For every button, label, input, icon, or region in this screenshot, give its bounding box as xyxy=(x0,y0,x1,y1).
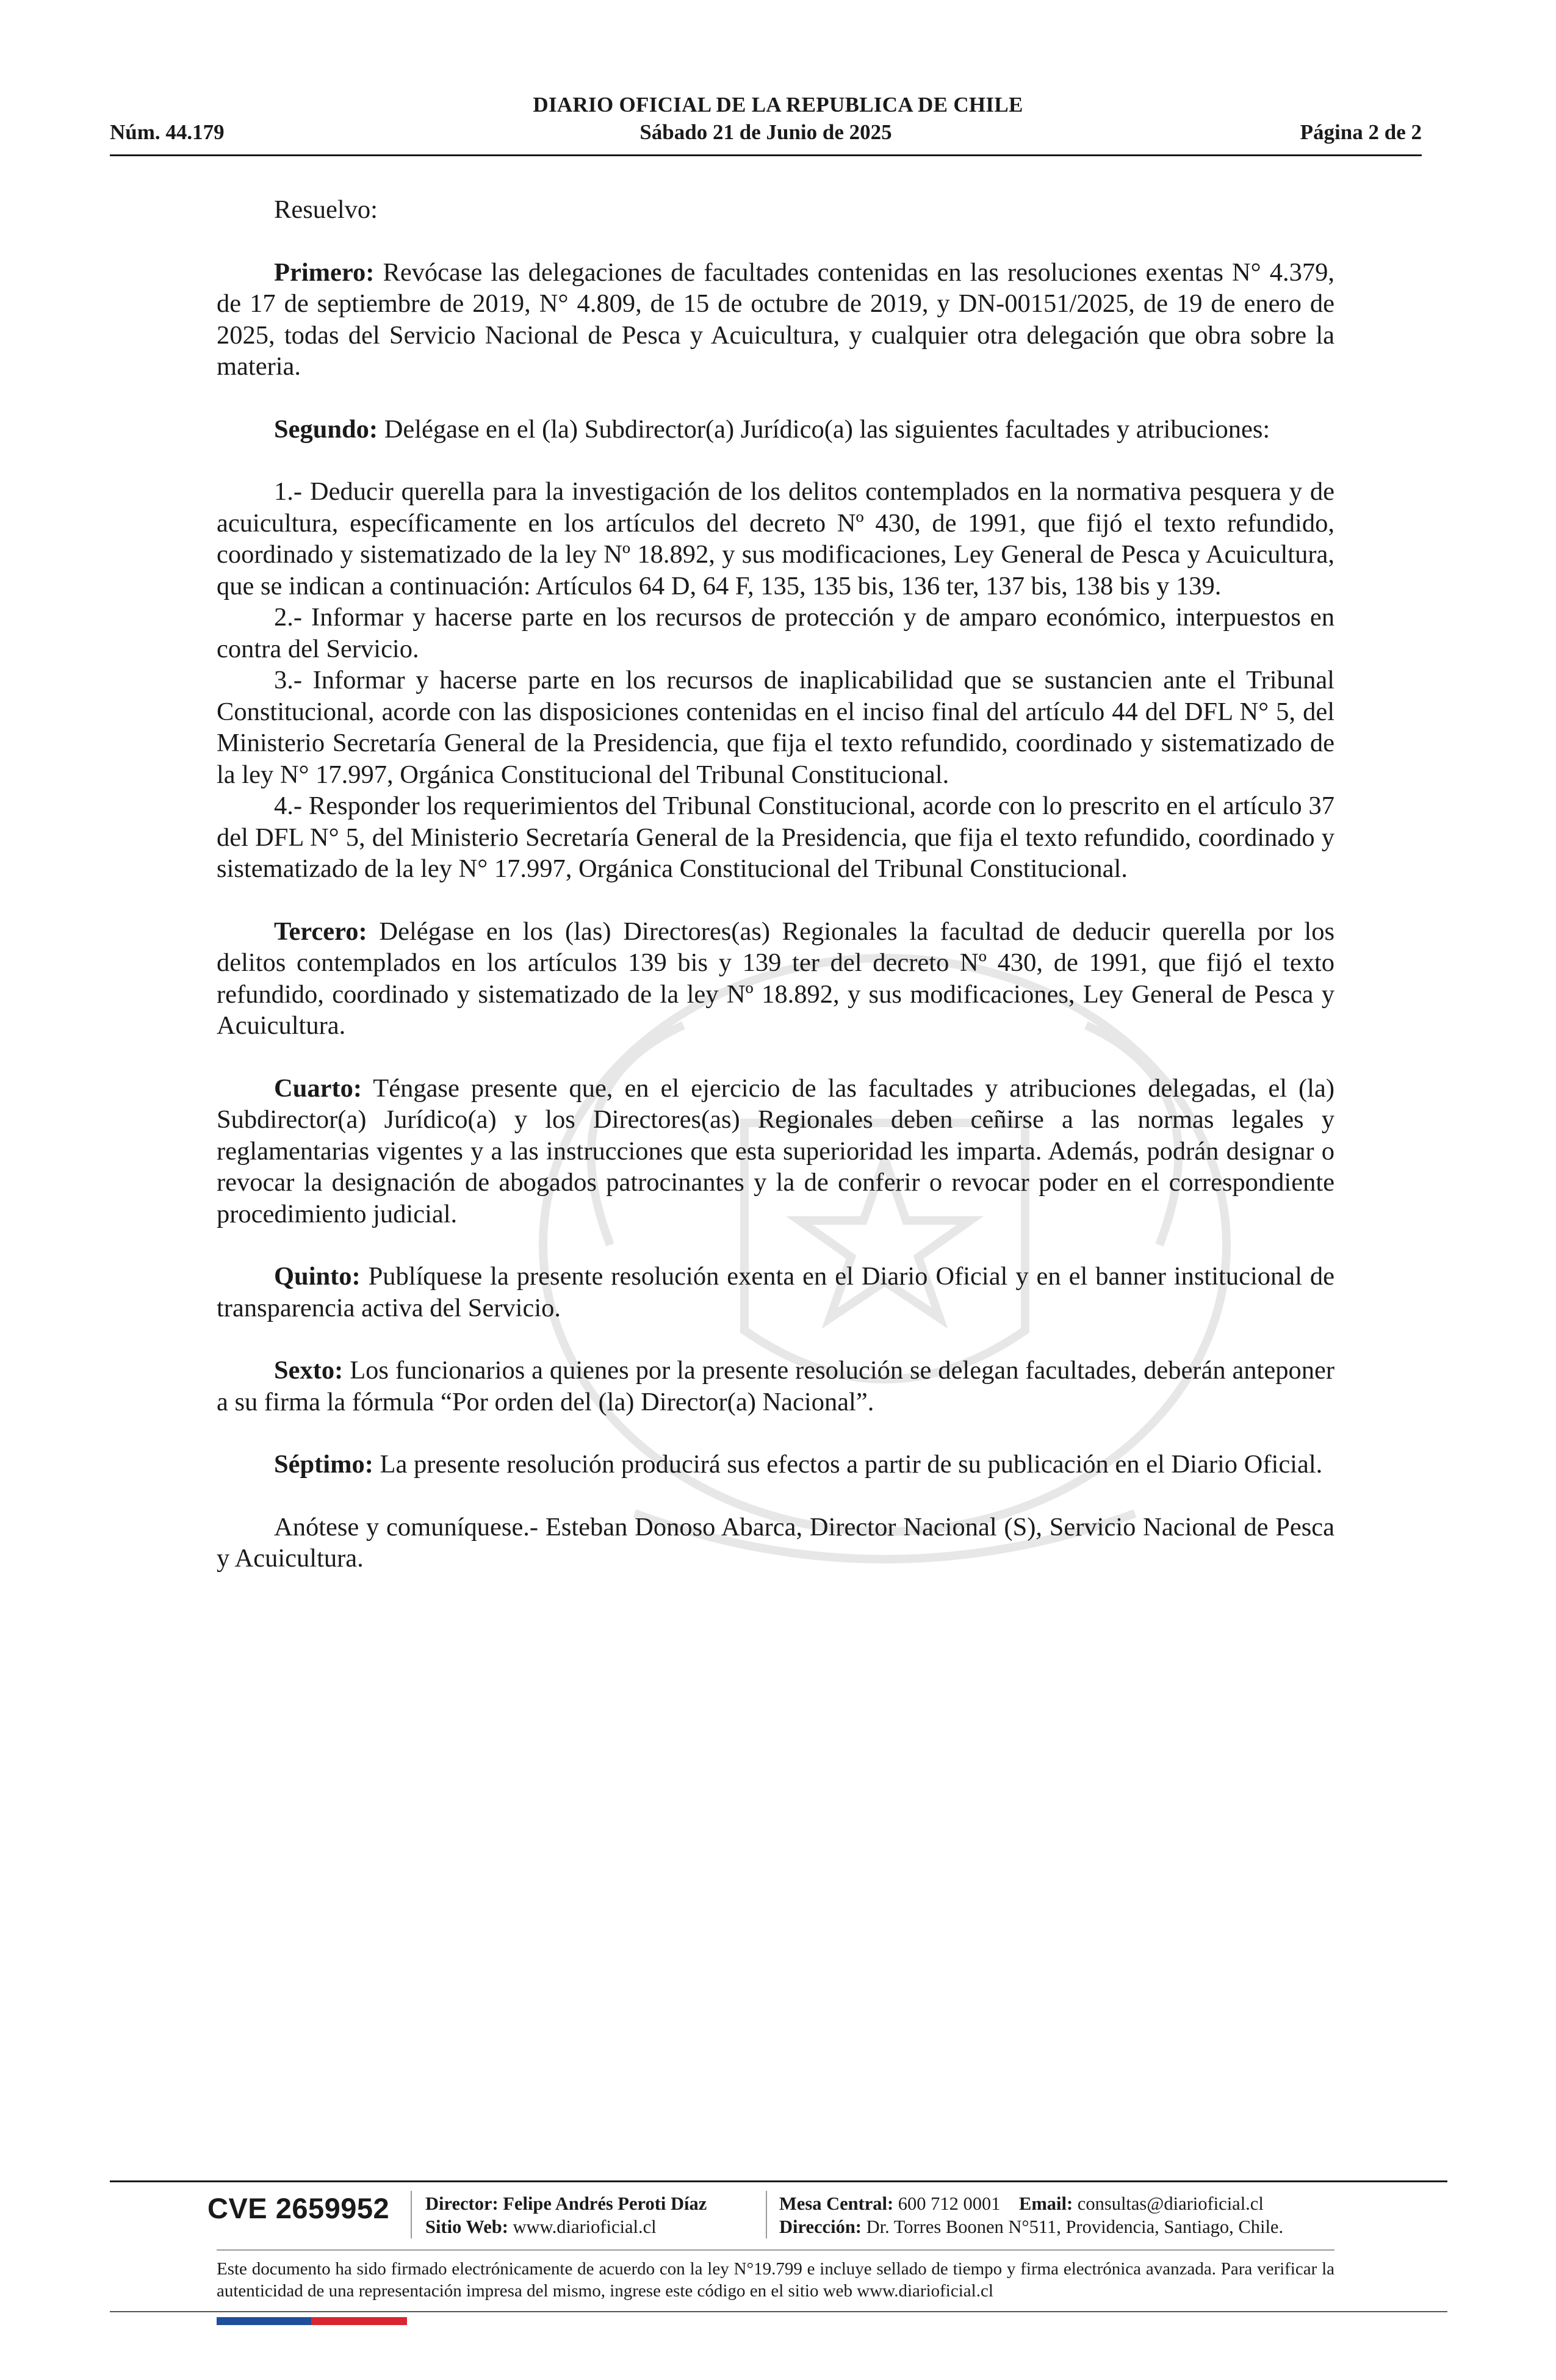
flag-red-segment xyxy=(311,2317,407,2325)
list-item: 1.- Deducir querella para la investigación de los delitos contemplados en la normativa pesquera y de acuicultura, específicamente en los artículos del decreto Nº 430, de 1991, que fijó el texto refundido, coordinado y sistematizado de la ley Nº 18.892, y sus modificaciones, Ley General de Pesca y Acuicultura, que se indican a continuación: Artículos 64 D, 64 F, 135, 135 bis, 136 ter, 137 bis, 138 bis y 139. xyxy=(217,477,1334,600)
flag-blue-segment xyxy=(217,2317,311,2325)
header-row xyxy=(110,120,1422,150)
article-septimo xyxy=(217,1449,1334,1480)
document-body xyxy=(217,194,1334,1574)
article-text: La presente resolución producirá sus efectos a partir de su publicación en el Diario Oficial. xyxy=(373,1450,1323,1479)
article-label: Segundo: xyxy=(274,414,378,444)
article-segundo xyxy=(217,414,1334,445)
director-label: Director: xyxy=(425,2193,499,2214)
article-tercero xyxy=(217,916,1334,1042)
article-label: Tercero: xyxy=(274,917,367,946)
footer-director-block xyxy=(425,2192,707,2238)
article-text: Publíquese la presente resolución exenta en el Diario Oficial y en el banner institucional de transparencia activa del Servicio. xyxy=(217,1262,1334,1322)
footer-contact-block xyxy=(779,2192,1283,2238)
article-quinto xyxy=(217,1261,1334,1324)
article-label: Séptimo: xyxy=(274,1450,373,1479)
article-text: Téngase presente que, en el ejercicio de las facultades y atribuciones delegadas, el (la) Subdirector(a) Jurídico(a) y los Directores(as) Regionales deben ceñirse a las normas legales y reglamentarias vigentes y a las instrucciones que esta superioridad les imparta. Además, podrán designar o revocar la designación de abogados patrocinantes y la de conferir o revocar poder en el correspondiente procedimiento judicial. xyxy=(217,1073,1334,1228)
director-name: Felipe Andrés Peroti Díaz xyxy=(498,2193,707,2214)
article-sexto xyxy=(217,1355,1334,1418)
article-primero xyxy=(217,257,1334,383)
resuelvo-heading: Resuelvo: xyxy=(274,195,378,224)
footer-divider xyxy=(110,2180,1447,2182)
page-indicator: Página 2 de 2 xyxy=(1300,120,1422,144)
header-divider xyxy=(110,154,1422,156)
address-label: Dirección: xyxy=(779,2216,862,2237)
footer-separator xyxy=(766,2191,767,2238)
issue-number: Núm. 44.179 xyxy=(110,120,225,144)
list-item: 2.- Informar y hacerse parte en los recursos de protección y de amparo económico, interpuestos en contra del Servicio. xyxy=(217,603,1334,663)
footer-inner-divider xyxy=(217,2249,1334,2251)
footer-separator xyxy=(411,2191,412,2238)
mesa-label: Mesa Central: xyxy=(779,2193,894,2214)
closing-signature: Anótese y comuníquese.- Esteban Donoso Abarca, Director Nacional (S), Servicio Nacional de Pesca y Acuicultura. xyxy=(217,1512,1334,1573)
article-text: Revócase las delegaciones de facultades contenidas en las resoluciones exentas N° 4.379, de 17 de septiembre de 2019, N° 4.809, de 15 de octubre de 2019, y DN-00151/2025, de 19 de enero de 2025, todas del Servicio Nacional de Pesca y Acuicultura, y cualquier otra delegación que obra sobre la materia. xyxy=(217,258,1334,381)
issue-date: Sábado 21 de Junio de 2025 xyxy=(639,120,892,144)
article-text: Delégase en los (las) Directores(as) Regionales la facultad de deducir querella por los delitos contemplados en los artículos 139 bis y 139 ter del decreto Nº 430, de 1991, que fijó el texto refundido, coordinado y sistematizado de la ley Nº 18.892, y sus modificaciones, Ley General de Pesca y Acuicultura. xyxy=(217,917,1334,1040)
address-value: Dr. Torres Boonen N°511, Providencia, Santiago, Chile. xyxy=(861,2216,1284,2237)
article-label: Quinto: xyxy=(274,1262,361,1291)
website-link[interactable]: www.diarioficial.cl xyxy=(508,2216,657,2237)
article-text: Delégase en el (la) Subdirector(a) Jurídico(a) las siguientes facultades y atribuciones: xyxy=(378,414,1270,444)
article-label: Cuarto: xyxy=(274,1073,362,1103)
article-label: Primero: xyxy=(274,258,375,287)
list-item: 3.- Informar y hacerse parte en los recursos de inaplicabilidad que se sustancien ante el Tribunal Constitucional, acorde con las disposiciones contenidas en el inciso final del artículo 44 del DFL N° 5, del Ministerio Secretaría General de la Presidencia, que fija el texto refundido, coordinado y sistematizado de la ley N° 17.997, Orgánica Constitucional del Tribunal Constitucional. xyxy=(217,666,1334,789)
article-label: Sexto: xyxy=(274,1356,344,1385)
website-label: Sitio Web: xyxy=(425,2216,508,2237)
cve-code: CVE 2659952 xyxy=(207,2192,390,2224)
signature-note: Este documento ha sido firmado electrónicamente de acuerdo con la ley N°19.799 e incluye sellado de tiempo y firma electrónica avanzada. Para verificar la autenticidad de una representación impresa del mismo, ingrese este código en el sitio web www.diarioficial.cl xyxy=(217,2259,1334,2301)
article-cuarto xyxy=(217,1073,1334,1230)
email-label: Email: xyxy=(1019,2193,1073,2214)
newspaper-title: DIARIO OFICIAL DE LA REPUBLICA DE CHILE xyxy=(533,93,1023,117)
footer-bottom-divider xyxy=(110,2311,1447,2312)
email-link[interactable]: consultas@diarioficial.cl xyxy=(1073,2193,1264,2214)
mesa-phone: 600 712 0001 xyxy=(893,2193,1001,2214)
article-text: Los funcionarios a quienes por la presente resolución se delegan facultades, deberán anteponer a su firma la fórmula “Por orden del (la) Director(a) Nacional”. xyxy=(217,1356,1334,1416)
list-item: 4.- Responder los requerimientos del Tribunal Constitucional, acorde con lo prescrito en el artículo 37 del DFL N° 5, del Ministerio Secretaría General de la Presidencia, que fija el texto refundido, coordinado y sistematizado de la ley N° 17.997, Orgánica Constitucional del Tribunal Constitucional. xyxy=(217,792,1334,883)
